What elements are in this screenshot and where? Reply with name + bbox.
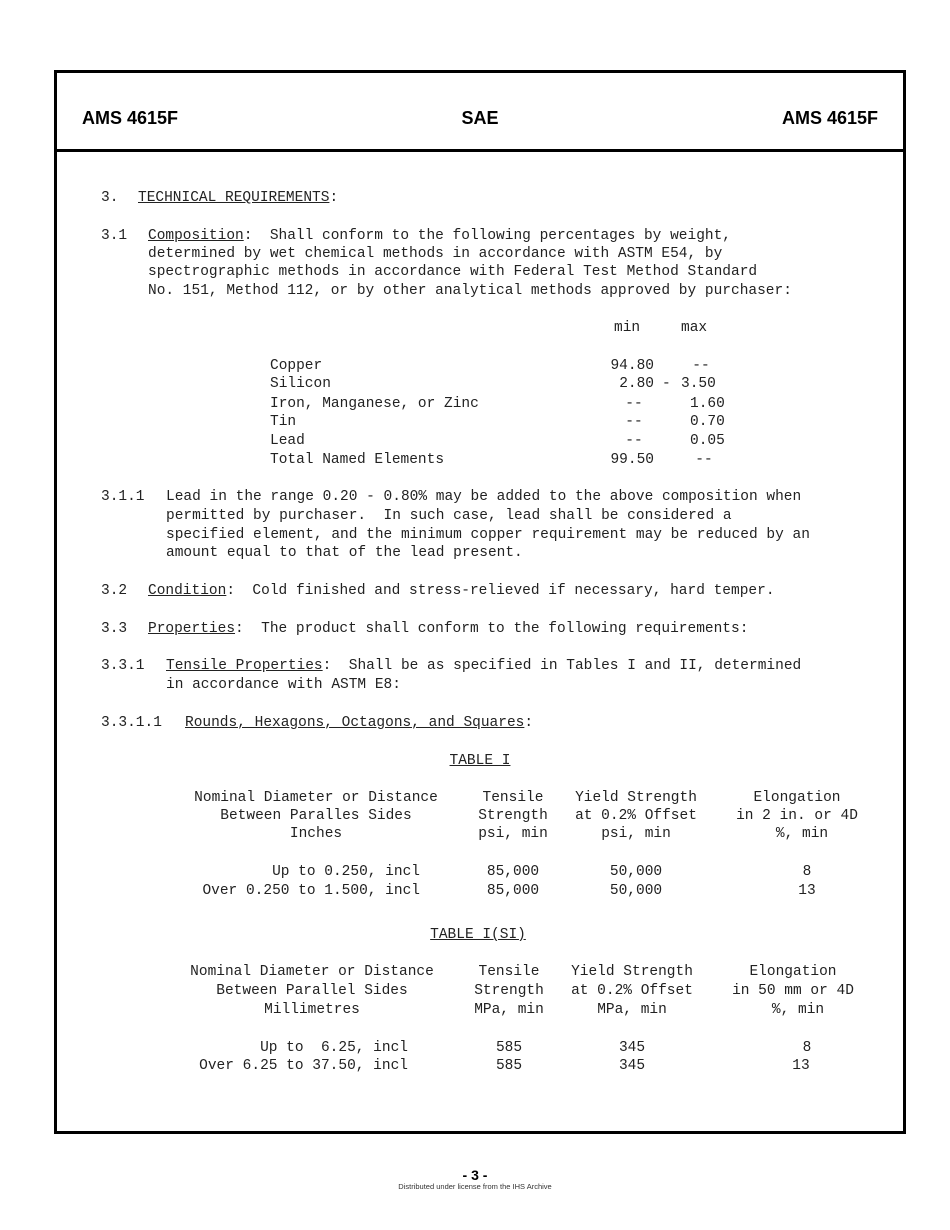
tensile-cell: 585	[495, 1058, 523, 1074]
header-doc-id-right: AMS 4615F	[781, 108, 878, 128]
section-3-2-title: Condition	[148, 583, 227, 599]
table-1-header-elongation: in 2 in. or 4D	[736, 808, 858, 824]
element-max: 1.60	[690, 396, 725, 412]
section-3-1-line-1	[148, 228, 731, 244]
yield-cell: 50,000	[609, 864, 663, 880]
element-min: --	[625, 433, 643, 449]
table-1-header-size: Between Paralles Sides	[220, 808, 412, 824]
tensile-cell: 85,000	[486, 864, 540, 880]
section-3-1-1-line-1: Lead in the range 0.20 - 0.80% may be added to the above composition when	[166, 489, 802, 505]
section-3-colon: :	[329, 190, 339, 206]
table-1-si-caption: TABLE I(SI)	[430, 927, 526, 943]
element-min: 2.80	[619, 376, 654, 392]
composition-max-header: max	[681, 320, 708, 336]
element-name: Lead	[270, 433, 305, 449]
table-1-si-header-size: Nominal Diameter or Distance	[190, 964, 434, 980]
table-1-header-tensile: Strength	[478, 808, 548, 824]
table-1-header-yield: psi, min	[601, 826, 671, 842]
section-3-3-1-number: 3.3.1	[101, 658, 145, 674]
table-1-header-size: Nominal Diameter or Distance	[194, 790, 438, 806]
section-3-3-1-1-title: Rounds, Hexagons, Octagons, and Squares	[185, 715, 525, 731]
range-dash: -	[662, 376, 671, 392]
page-number: - 3 -	[462, 1167, 488, 1183]
table-1-header-elongation: %, min	[775, 826, 829, 842]
license-note: Distributed under license from the IHS Archive	[398, 1182, 552, 1191]
table-1-header-size: Inches	[289, 826, 343, 842]
element-min: 99.50	[610, 452, 654, 468]
table-1-si-header-yield: MPa, min	[597, 1002, 667, 1018]
table-1-header-tensile: psi, min	[478, 826, 548, 842]
section-3-3-number: 3.3	[101, 621, 128, 637]
element-min: 94.80	[610, 358, 654, 374]
header-org: SAE	[461, 108, 499, 128]
section-3-3-title: Properties	[148, 621, 236, 637]
section-3-1-1-line-4: amount equal to that of the lead present.	[166, 545, 523, 561]
table-1-header-yield: at 0.2% Offset	[575, 808, 697, 824]
table-1-si-header-yield: at 0.2% Offset	[571, 983, 693, 999]
tensile-cell: 585	[495, 1040, 523, 1056]
size-cell: Up to 0.250, incl	[272, 864, 420, 880]
section-3-1-line-2: determined by wet chemical methods in accordance with ASTM E54, by	[148, 246, 723, 262]
section-3-title: TECHNICAL REQUIREMENTS	[138, 190, 330, 206]
element-max: 0.70	[690, 414, 725, 430]
table-1-si-header-size: Millimetres	[264, 1002, 360, 1018]
section-3-2-number: 3.2	[101, 583, 128, 599]
element-max: --	[695, 452, 713, 468]
table-1-si-header-tensile: MPa, min	[474, 1002, 544, 1018]
element-name: Iron, Manganese, or Zinc	[270, 396, 479, 412]
section-3-1-1-line-3: specified element, and the minimum copper requirement may be reduced by an	[166, 527, 810, 543]
section-3-1-title: Composition	[148, 228, 244, 244]
elongation-cell: 13	[798, 883, 816, 899]
table-1-header-yield: Yield Strength	[575, 790, 697, 806]
section-3-1-line-3: spectrographic methods in accordance with Federal Test Method Standard	[148, 264, 758, 280]
section-3-heading	[138, 190, 338, 206]
element-max: 0.05	[690, 433, 725, 449]
element-name: Copper	[270, 358, 323, 374]
table-1-header-elongation: Elongation	[753, 790, 841, 806]
composition-min-header: min	[614, 320, 641, 336]
section-3-1-text: : Shall conform to the following percentages by weight,	[243, 228, 731, 244]
section-3-1-number: 3.1	[101, 228, 128, 244]
element-min: --	[625, 396, 643, 412]
elongation-cell: 13	[792, 1058, 810, 1074]
table-1-si-header-yield: Yield Strength	[571, 964, 693, 980]
yield-cell: 345	[618, 1058, 646, 1074]
elongation-cell: 8	[802, 864, 812, 880]
section-3-number: 3.	[101, 190, 119, 206]
elongation-cell: 8	[802, 1040, 812, 1056]
header-divider	[57, 149, 903, 152]
header-doc-id-left: AMS 4615F	[82, 108, 179, 128]
section-3-3-1-line-2: in accordance with ASTM E8:	[166, 677, 401, 693]
size-cell: Up to 6.25, incl	[260, 1040, 408, 1056]
element-name: Total Named Elements	[270, 452, 445, 468]
table-1-si-header-elongation: in 50 mm or 4D	[732, 983, 854, 999]
element-min: --	[625, 414, 643, 430]
table-1-si-header-size: Between Parallel Sides	[216, 983, 408, 999]
table-1-si-header-elongation: Elongation	[749, 964, 837, 980]
section-3-2-text: : Cold finished and stress-relieved if necessary, hard temper.	[226, 583, 775, 599]
element-name: Silicon	[270, 376, 331, 392]
section-3-3-1-1-colon: :	[524, 715, 534, 731]
yield-cell: 345	[618, 1040, 646, 1056]
section-3-3-1-title: Tensile Properties	[166, 658, 323, 674]
section-3-3-line	[148, 621, 748, 637]
element-max: --	[692, 358, 710, 374]
section-3-3-text: : The product shall conform to the following requirements:	[235, 621, 749, 637]
tensile-cell: 85,000	[486, 883, 540, 899]
table-1-header-tensile: Tensile	[482, 790, 544, 806]
size-cell: Over 6.25 to 37.50, incl	[199, 1058, 408, 1074]
section-3-1-line-4: No. 151, Method 112, or by other analytical methods approved by purchaser:	[148, 283, 792, 299]
section-3-3-1-line-1	[166, 658, 801, 674]
table-1-si-header-tensile: Strength	[474, 983, 544, 999]
size-cell: Over 0.250 to 1.500, incl	[202, 883, 420, 899]
yield-cell: 50,000	[609, 883, 663, 899]
section-3-3-1-1-number: 3.3.1.1	[101, 715, 162, 731]
section-3-1-1-line-2: permitted by purchaser. In such case, lead shall be considered a	[166, 508, 732, 524]
section-3-1-1-number: 3.1.1	[101, 489, 145, 505]
section-3-3-1-text: : Shall be as specified in Tables I and II, determined	[322, 658, 802, 674]
table-1-si-header-elongation: %, min	[771, 1002, 825, 1018]
section-3-2-line	[148, 583, 775, 599]
section-3-3-1-1-heading	[185, 715, 533, 731]
element-name: Tin	[270, 414, 297, 430]
table-1-si-header-tensile: Tensile	[478, 964, 540, 980]
element-max: 3.50	[681, 376, 716, 392]
table-1-caption: TABLE I	[449, 753, 511, 769]
